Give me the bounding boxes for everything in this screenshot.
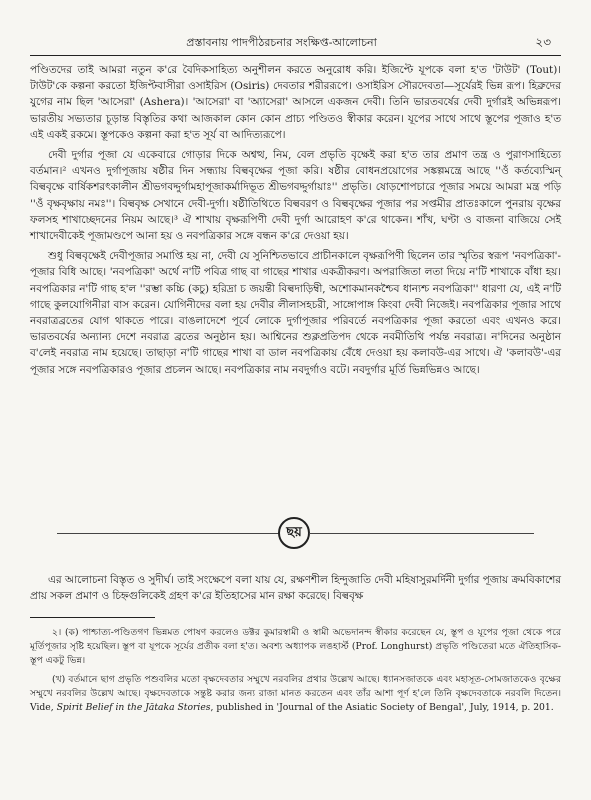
- divider-line-left: [57, 533, 282, 534]
- main-text: [30, 62, 561, 603]
- footnote-rule: [30, 617, 155, 618]
- footnote-2: [30, 673, 561, 716]
- section-number-badge: ছয়: [278, 517, 310, 549]
- page-header: [52, 34, 551, 50]
- footnotes: [30, 626, 561, 719]
- running-title: প্রস্তাবনায় পাদপীঠরচনার সংক্ষিপ্ত-আলোচনা: [186, 36, 377, 49]
- paragraph-section-six: এর আলোচনা বিস্তৃত ও সুদীর্ঘ। তাই সংক্ষেপে বলা যায় যে, রক্ষণশীল হিন্দুজাতি দেবী মহিষাসুরমর্দিনী দুর্গার পূজায় ক্রমবিকাশের প্রায় সকল প্রমাণ ও চিহ্নগুলিকেই গ্রহণ ক'রে ইতিহাসের মান রক্ষা করেছে। বিল্ববৃক্ষ: [30, 574, 561, 603]
- footnote-2-citation-title: Spirit Belief in the Jātaka Stories: [56, 702, 211, 714]
- section-six: [30, 572, 561, 604]
- divider-line-right: [309, 533, 534, 534]
- paragraph-2: দেবী দুর্গার পূজা যে একেবারে গোড়ার দিকে অশ্বত্থ, নিম, বেল প্রভৃতি বৃক্ষেই করা হ'ত তার প্রমাণ তন্ত্র ও পুরাণসাহিত্যে বর্তমান।² এখনও দুর্গাপূজায় ষষ্ঠীর দিন সন্ধ্যায় বিল্ববৃক্ষের পূজা করি। ষষ্ঠীর বোধনপ্রয়োগের সঙ্কল্পমন্ত্রে আছে ''ওঁ কর্তব্যেস্মিন্ বিল্ববৃক্ষে বার্ষিকশরৎকালীন শ্রীভগবদ্দুর্গামহাপূজাকর্মাদিভূত শ্রীভগবদ্দুর্গায়াঃ'' প্রভৃতি। ষোড়শোপচারে পূজার সময়ে আমরা মন্ত্র পড়ি ''ওঁ বৃক্ষবৃক্ষায় নমঃ''। বিল্ববৃক্ষ সেখানে দেবী-দুর্গা। ষষ্ঠীতিথিতে বিল্ববরণ ও বিল্ববৃক্ষের পূজার পর সপ্তমীর প্রাতঃকালে পুনরায় বৃক্ষের ফলসহ শাখাচ্ছেদনের নিয়ম আছে।³ ঐ শাখায় বৃক্ষরূপিণী দেবী দুর্গা আরোহণ ক'রে থাকেন। শাঁখ, ঘণ্টা ও বাজনা বাজিয়ে সেই শাখাদেবীকেই পূজামণ্ডপে আনা হয় ও নবপত্রিকার সঙ্গে বন্ধন ক'রে দেওয়া হয়।: [30, 149, 561, 243]
- paragraph-1: পণ্ডিতদের তাই আমরা নতুন ক'রে বৈদিকসাহিত্য অনুশীলন করতে অনুরোধ করি। ইজিপ্টে যূপকে বলা হ'ত 'টাউট' (Tout)। টাউট'কে কল্পনা করতো ইজিপ্টবাসীরা ওসাইরিস (Osiris) দেবতার শরীররূপে। ওসাইরিস সৌরদেবতা—সূর্যেরই ভিন্ন রূপ। হিব্রুদের যুগের নাম ছিল 'আসেরা' (Ashera)। 'আসেরা' বা 'অ্যাসেরা' আসলে একজন দেবী। তিনি ভারতবর্ষের দেবী দুর্গারই অভিন্নরূপ। ভারতীয় সভ্যতার চূড়ান্ত বিস্তৃতির কথা আজকাল কোন কোন প্রাচ্য পণ্ডিতও স্বীকার করেন। যূপের সাথে সাথে স্তূপের পূজাও হ'ত এই একই রকমে। স্তূপকেও কল্পনা করা হ'ত সূর্য বা আদিত্যরূপে।: [30, 64, 561, 141]
- paragraph-3: শুধু বিল্ববৃক্ষেই দেবীপূজার সমাপ্তি হয় না, দেবী যে সুনিশ্চিতভাবে প্রাচীনকালে বৃক্ষরূপিণী ছিলেন তার স্মৃতির স্বরূপ 'নবপত্রিকা'-পূজার বিধি আছে। 'নবপত্রিকা' অর্থে ন'টি পবিত্র গাছ বা গাছের শাখার একত্রীকরণ। অপরাজিতা লতা দিয়ে ন'টি শাখাকে বাঁধা হয়। নবপত্রিকার ন'টি গাছ হ'ল ''রম্ভা কচ্চি (কচু) হরিদ্রা চ জয়ন্তী বিল্বদাড়িম্বী, অশোকমানকশ্চৈব ধান্যশ্চ নবপত্রিকা'' ধারণা যে, এই ন'টি গাছে কুলযোগিনীরা বাস করেন। যোগিনীদের বলা হয় দেবীর লীলাসহচরী, সাঙ্গোপাঙ্গ কিংবা দেবী নিজেই। নবপত্রিকার পূজার সাথে নবরাত্রব্রতের যোগ থাকতে পারে। বাঙলাদেশে পূর্বে লোকে দুর্গাপূজার পরিবর্তে নবপত্রিকার পূজা করতো এবং এখনও করে। ভারতবর্ষের অন্যান্য দেশে নবরাত্র ব্রতের অনুষ্ঠান হয়। আশ্বিনের শুক্লপ্রতিপদ থেকে নবমীতিথি পর্যন্ত নবরাত্র। ন'দিনের অনুষ্ঠান ব'লেই নবরাত্র নাম হয়েছে। তাছাড়া ন'টি গাছের শাখা বা ডাল নবপত্রিকায় বেঁধে দেওয়া হয় কলাবউ-এর সাথে। ঐ 'কলাবউ'-এর পূজার সঙ্গে নবপত্রিকারও পূজার প্রচলন আছে। নবপত্রিকার নাম নবদুর্গাও বটে। নবদুর্গার মূর্তি ভিন্নভিন্নও আছে।: [30, 250, 561, 376]
- footnote-2-citation-rest: , published in 'Journal of the Asiatic Society of Bengal', July, 1914, p. 201.: [210, 702, 554, 714]
- header-rule: [30, 55, 561, 56]
- footnote-2-text: (খ) বর্তমানে ছাগ প্রভৃতি পশুবলির মতো বৃক্ষদেবতার সম্মুখে নরবলির প্রথার উল্লেখ আছে। ধ্যানসজাতকে এবং মহাসূত-সোমজাতকেও বৃক্ষের সম্মুখে নরবলির উল্লেখ আছে। বৃক্ষদেবতাকে সন্তুষ্ট করার জন্য রাজা মানত করতেন এবং তাঁর আশা পূর্ণ হ'লে তিনি বৃক্ষদেবতাকে নরবলি দিতেন। Vide,: [30, 673, 561, 714]
- footnote-1: ২। (ক) পাশ্চাত্য-পণ্ডিতগণ ভিন্নমত পোষণ করলেও ডক্টর কুমারস্বামী ও স্বামী অভেদানন্দ স্বীকার করেছেন যে, স্তূপ ও যূপের পূজা থেকে পরে মূর্তিপূজার সৃষ্টি হয়েছিল। স্তূপ বা যূপকে সূর্যের প্রতীক বলা হ'ত। অবশ্য অধ্যাপক লঙহার্স্ট (Prof. Longhurst) প্রভৃতি পণ্ডিতেরা মতে ঐতিহাসিক-স্তূপ একটু ভিন্ন।: [30, 627, 561, 667]
- section-divider: [30, 517, 561, 551]
- page-number: ২৩: [535, 35, 551, 49]
